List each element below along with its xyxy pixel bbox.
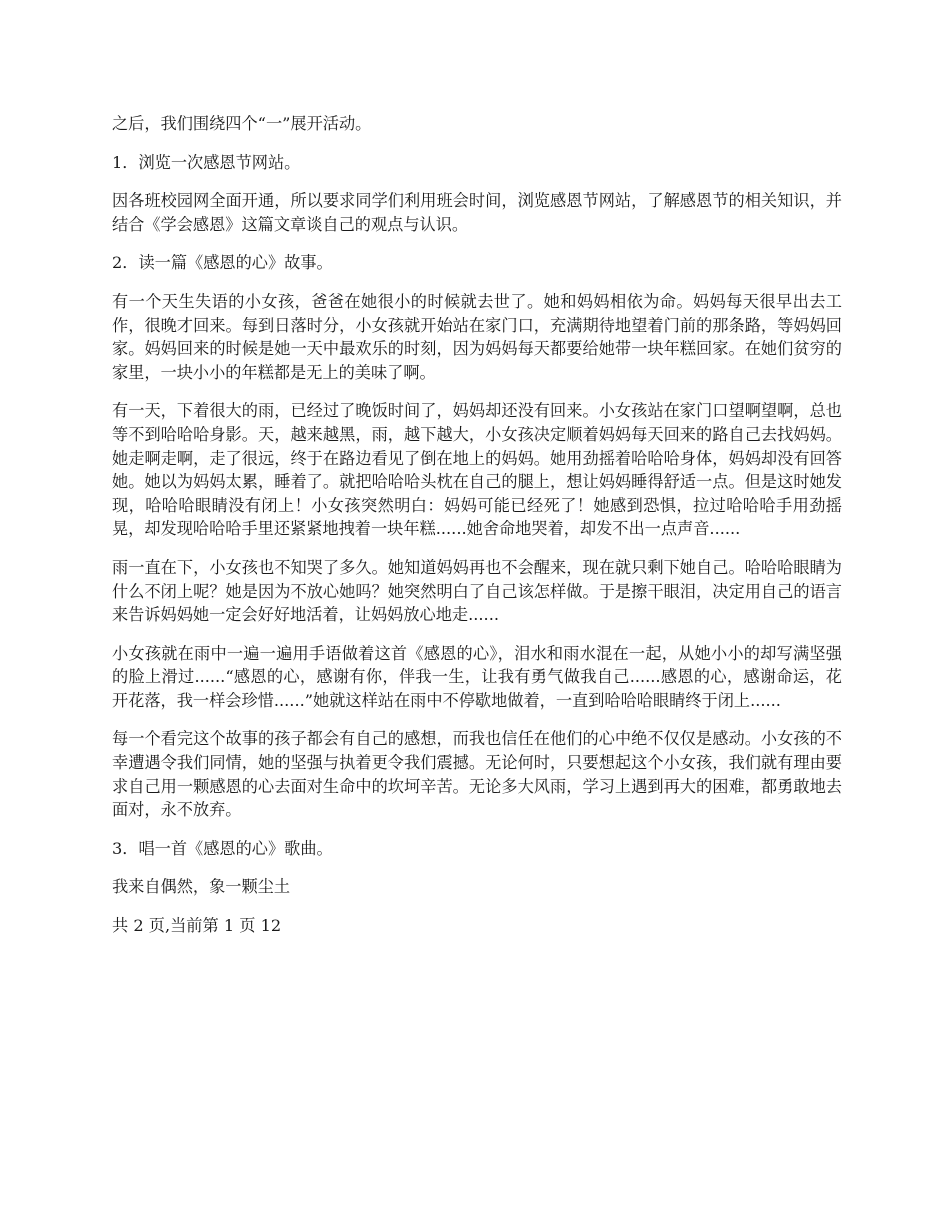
reflection-paragraph: 每一个看完这个故事的孩子都会有自己的感想，而我也信任在他们的心中绝不仅仅是感动。小女孩的不幸遭遇令我们同情，她的坚强与执着更令我们震撼。无论何时，只要想起这个小女孩，我们就有理由要求自己用一颗感恩的心去面对生命中的坎坷辛苦。无论多大风雨，学习上遇到再大的困难，都勇敢地去面对，永不放弃。	[112, 729, 842, 820]
story-paragraph-3: 雨一直在下，小女孩也不知哭了多久。她知道妈妈再也不会醒来，现在就只剩下她自己。哈哈哈眼睛为什么不闭上呢？她是因为不放心她吗？她突然明白了自己该怎样做。于是擦干眼泪，决定用自己的语言来告诉妈妈她一定会好好地活着，让妈妈放心地走......	[112, 557, 842, 625]
page-footer: 共 2 页,当前第 1 页 12	[112, 916, 282, 936]
item2-heading: 2．读一篇《感恩的心》故事。	[112, 253, 333, 273]
intro-paragraph: 之后，我们围绕四个“一”展开活动。	[112, 114, 372, 133]
story-paragraph-1: 有一个天生失语的小女孩，爸爸在她很小的时候就去世了。她和妈妈相依为命。妈妈每天很早出去工作，很晚才回来。每到日落时分，小女孩就开始站在家门口，充满期待地望着门前的那条路，等妈妈回家。妈妈回来的时候是她一天中最欢乐的时刻，因为妈妈每天都要给她带一块年糕回家。在她们贫穷的家里，一块小小的年糕都是无上的美味了啊。	[112, 291, 842, 382]
item1-heading: 1．浏览一次感恩节网站。	[112, 152, 301, 172]
story-paragraph-2: 有一天，下着很大的雨，已经过了晚饭时间了，妈妈却还没有回来。小女孩站在家门口望啊望啊，总也等不到哈哈哈身影。天，越来越黑，雨，越下越大，小女孩决定顺着妈妈每天回来的路自己去找妈妈。她走啊走啊，走了很远，终于在路边看见了倒在地上的妈妈。她用劲摇着哈哈哈身体，妈妈却没有回答她。她以为妈妈太累，睡着了。就把哈哈哈头枕在自己的腿上，想让妈妈睡得舒适一点。但是这时她发现，哈哈哈眼睛没有闭上！小女孩突然明白：妈妈可能已经死了！她感到恐惧，拉过哈哈哈手用劲摇晃，却发现哈哈哈手里还紧紧地拽着一块年糕......她舍命地哭着，却发不出一点声音......	[112, 401, 842, 539]
story-paragraph-4: 小女孩就在雨中一遍一遍用手语做着这首《感恩的心》，泪水和雨水混在一起，从她小小的却写满坚强的脸上滑过......“感恩的心，感谢有你，伴我一生，让我有勇气做我自己......感恩的心，感谢命运，花开花落，我一样会珍惜......”她就这样站在雨中不停歇地做着，一直到哈哈哈眼睛终于闭上......	[112, 643, 842, 710]
item3-heading: 3．唱一首《感恩的心》歌曲。	[112, 838, 333, 858]
document-page	[112, 112, 842, 938]
item1-body: 因各班校园网全面开通，所以要求同学们利用班会时间，浏览感恩节网站，了解感恩节的相关知识，并结合《学会感恩》这篇文章谈自己的观点与认识。	[112, 191, 842, 234]
lyric-line: 我来自偶然，象一颗尘土	[112, 877, 291, 897]
